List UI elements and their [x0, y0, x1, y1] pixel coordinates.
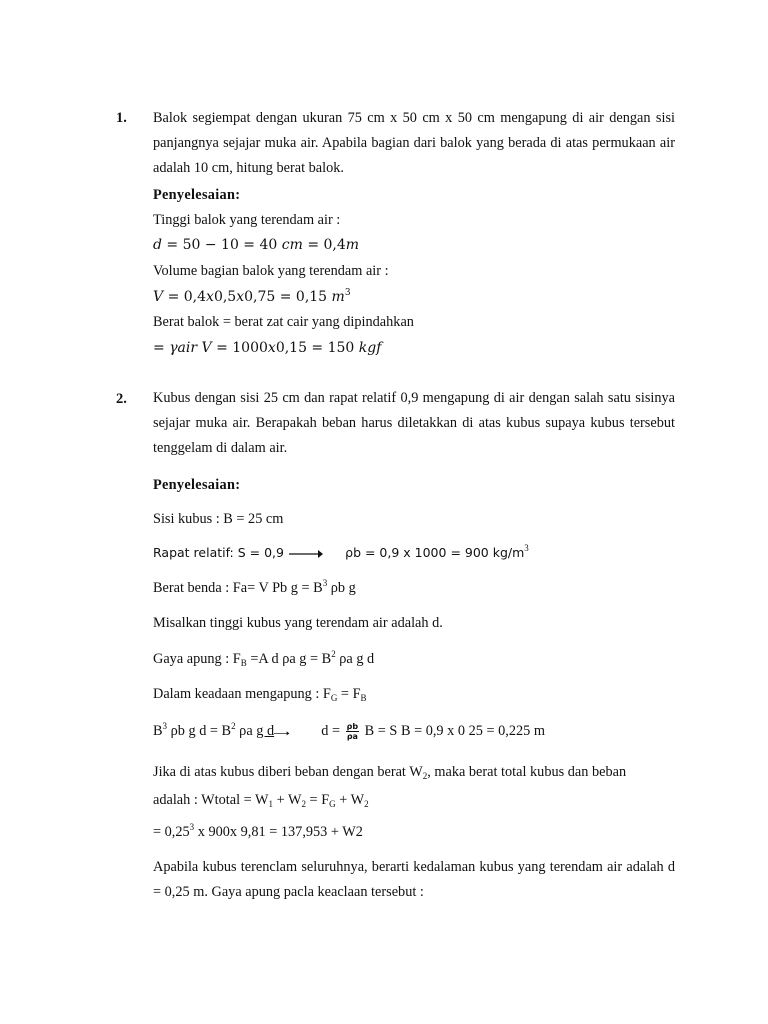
problem-1-number: 1.	[116, 110, 127, 126]
solution-1-step-volume: Volume bagian balok yang terendam air :	[153, 263, 389, 279]
adalah-s2: 2	[301, 799, 306, 809]
relative-density-line	[153, 545, 529, 562]
equation-weight	[153, 340, 381, 356]
total-weight-paragraph	[153, 760, 675, 785]
eqd-exp1: 3	[162, 720, 168, 731]
fraction-numerator: ρb	[346, 722, 359, 731]
problem-2-number: 2.	[116, 391, 127, 407]
eq3-a: =	[153, 340, 170, 356]
keadaan-b: = F	[337, 686, 361, 702]
eq3-b: = 1000	[211, 340, 268, 356]
rapat-exp: 3	[524, 543, 529, 553]
eqd-e: B = S B = 0,9 x 0 25 = 0,225 m	[361, 722, 545, 739]
eq1-var: d	[153, 237, 162, 253]
arrow-right-icon	[274, 726, 298, 738]
eq3-x: x	[267, 340, 276, 356]
solution-2-label: Penyelesaian:	[153, 477, 241, 493]
keadaan-a: Dalam keadaan mengapung : F	[153, 686, 331, 702]
depth-derivation-line	[153, 722, 545, 741]
berat-a: Berat benda : Fa= V Pb g = B	[153, 580, 323, 596]
eq2-x2: x	[236, 289, 245, 305]
eq2-end: 0,75 = 0,15	[244, 289, 332, 305]
adalah-b: + W	[273, 792, 302, 808]
eqd-a: B	[153, 722, 163, 739]
adalah-d: + W	[335, 792, 365, 808]
rapat-b: ρb = 0,9 x 1000 = 900 kg/m	[345, 545, 525, 560]
eq2-unit: m	[331, 289, 345, 305]
eq3-c: 0,15 = 150	[275, 340, 359, 356]
gaya-a: Gaya apung : F	[153, 651, 241, 667]
jika-b: , maka berat total kubus dan beban	[427, 764, 627, 780]
problem-1-text: Balok segiempat dengan ukuran 75 cm x 50 cm x 50 cm mengapung di air dengan sisi panjangnya sejajar muka air. Apabila bagian dari balok yang berada di atas permukaan air adalah 10 cm, hitung berat balok.	[153, 110, 675, 176]
rapat-a: Rapat relatif: S = 0,9	[153, 545, 284, 560]
keadaan-sub1: G	[330, 693, 338, 703]
eq2-rest: = 0,4	[163, 289, 207, 305]
calc-a: = 0,25	[153, 824, 190, 840]
eqd-exp2: 2	[231, 720, 236, 731]
eq1-end: = 0,4	[302, 237, 346, 253]
berat-exp: 3	[322, 578, 328, 588]
gaya-exp: 2	[331, 649, 336, 659]
buoyancy-line	[153, 651, 374, 668]
adalah-s3: G	[329, 799, 336, 809]
eq2-exp: 3	[344, 288, 351, 298]
eq1-rest: = 50 − 10 = 40	[161, 237, 282, 253]
total-weight-calc	[153, 824, 363, 841]
solution-1-step-height: Tinggi balok yang terendam air :	[153, 212, 341, 228]
eqd-d: d =	[321, 722, 344, 739]
calc-exp: 3	[189, 822, 195, 832]
equation-volume	[153, 289, 351, 305]
adalah-s4: 2	[364, 799, 369, 809]
assume-depth-line: Misalkan tinggi kubus yang terendam air adalah d.	[153, 615, 443, 631]
eq3-unit: kgf	[358, 340, 382, 356]
cube-side: Sisi kubus : B = 25 cm	[153, 511, 284, 527]
eqd-c: ρa	[235, 722, 257, 739]
density-fraction	[346, 722, 359, 741]
jika-a: Jika di atas kubus diberi beban dengan berat W	[153, 764, 423, 780]
adalah-c: = F	[305, 792, 330, 808]
adalah-s1: 1	[268, 799, 274, 809]
eqd-underlined: g d	[256, 722, 275, 739]
equation-depth	[153, 237, 359, 253]
eq3-gamma: γair V	[169, 340, 212, 356]
gaya-c: ρa g d	[335, 651, 375, 667]
body-weight-line	[153, 580, 356, 597]
eqd-b: ρb g d = B	[167, 722, 232, 739]
floating-condition-line	[153, 686, 367, 703]
arrow-right-icon	[288, 548, 324, 560]
fraction-denominator: ρa	[346, 732, 358, 741]
calc-b: x 900x 9,81 = 137,953 + W2	[194, 824, 363, 840]
eq1-m: m	[345, 237, 360, 253]
eq2-x1: x	[206, 289, 214, 305]
solution-1-step-weight: Berat balok = berat zat cair yang dipindahkan	[153, 314, 414, 330]
eq2-mid: 0,5	[213, 289, 237, 305]
adalah-a: adalah : Wtotal = W	[153, 792, 269, 808]
total-weight-equation	[153, 792, 369, 809]
gaya-b: =A d ρa g = B	[246, 651, 332, 667]
fully-submerged-paragraph: Apabila kubus terenclam seluruhnya, berarti kedalaman kubus yang terendam air adalah d = 0,25 m. Gaya apung pacla keaclaan tersebut :	[153, 859, 675, 900]
problem-2-text: Kubus dengan sisi 25 cm dan rapat relatif 0,9 mengapung di air dengan salah satu sisinya sejajar muka air. Berapakah beban harus diletakkan di atas kubus supaya kubus tersebut tenggelam di dalam air.	[153, 390, 675, 456]
keadaan-sub2: B	[360, 693, 367, 703]
eq1-unit: cm	[281, 237, 303, 253]
berat-b: ρb g	[327, 580, 356, 596]
eq2-var: V	[153, 289, 164, 305]
gaya-sub: B	[240, 658, 247, 668]
solution-1-label: Penyelesaian:	[153, 187, 241, 203]
jika-sub: 2	[422, 771, 428, 781]
